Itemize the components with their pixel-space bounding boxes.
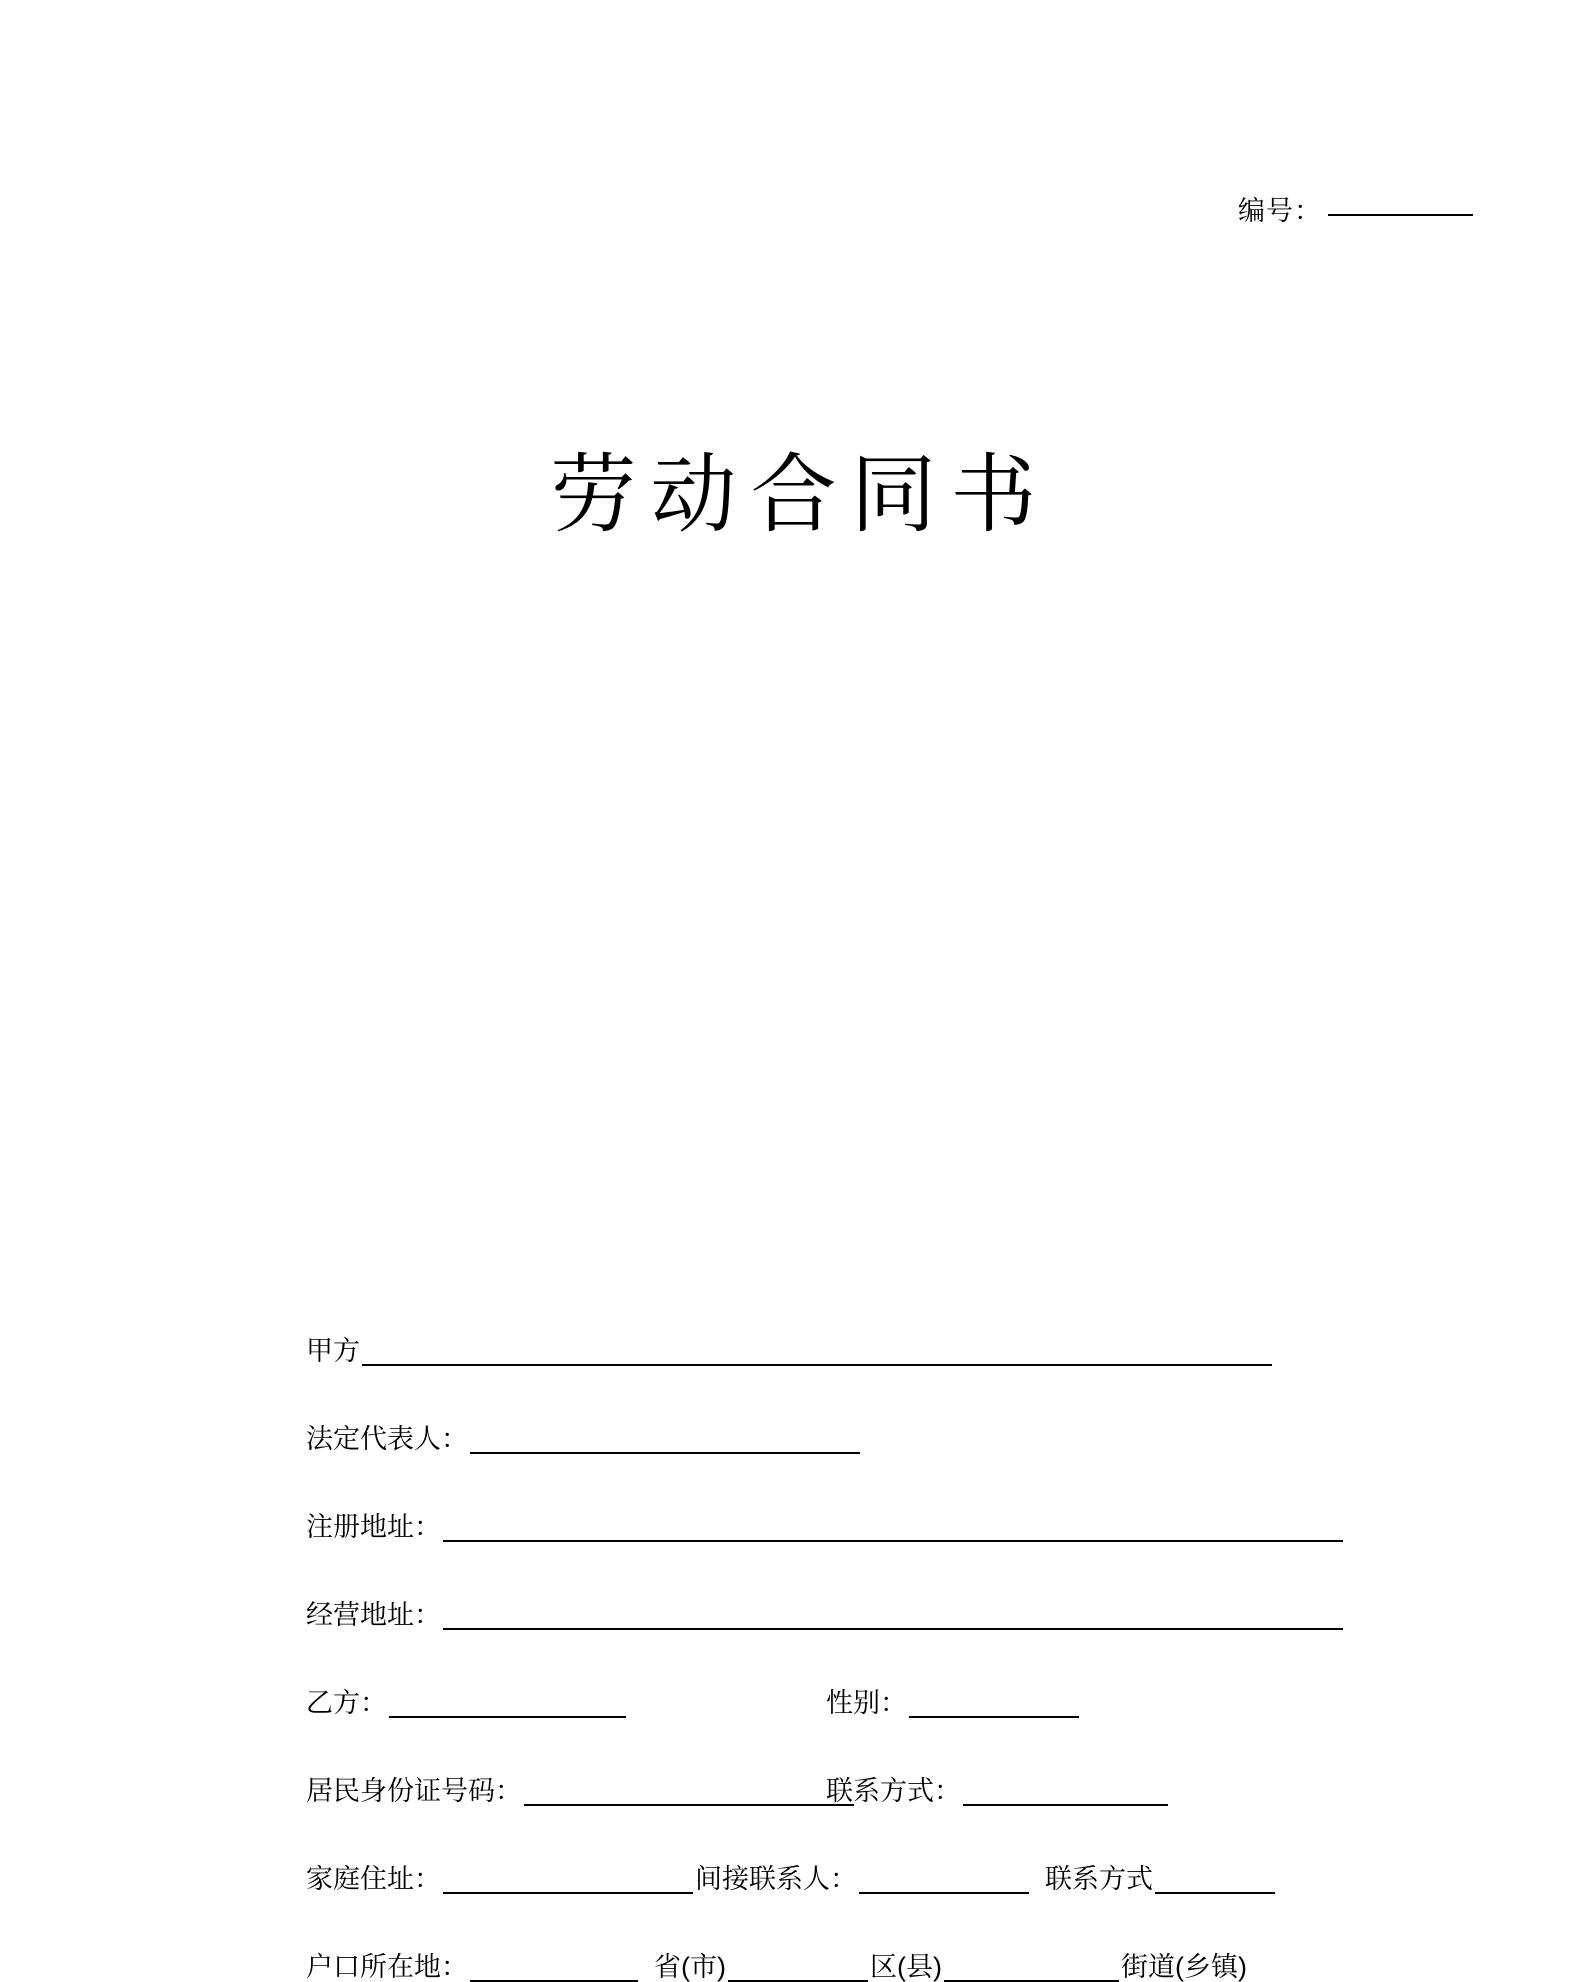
- party-a-input[interactable]: [362, 1338, 1272, 1366]
- document-number-blank[interactable]: [1328, 213, 1473, 216]
- household-street-input[interactable]: [944, 1954, 1119, 1982]
- document-number-label: 编号：: [1238, 196, 1322, 226]
- gender-label: 性别：: [826, 1688, 907, 1718]
- contract-fields: [306, 1278, 1366, 1982]
- id-number-input[interactable]: [524, 1778, 854, 1806]
- page-title: 劳动合同书: [550, 447, 1051, 543]
- party-b-label: 乙方：: [306, 1688, 387, 1718]
- field-row-household: [306, 1894, 1366, 1982]
- business-address-label: 经营地址：: [306, 1600, 441, 1630]
- indirect-contact-input[interactable]: [859, 1866, 1029, 1894]
- home-address-label: 家庭住址：: [306, 1864, 441, 1894]
- field-group-contact: [826, 1776, 1170, 1806]
- indirect-contact-label: 间接联系人：: [695, 1864, 857, 1894]
- document-number-field: [1238, 196, 1473, 226]
- household-label: 户口所在地：: [306, 1952, 468, 1982]
- gender-input[interactable]: [909, 1690, 1079, 1718]
- party-a-label: 甲方: [306, 1336, 360, 1366]
- field-row-business-address: [306, 1542, 1366, 1630]
- registered-address-input[interactable]: [443, 1514, 1343, 1542]
- field-row-home-address: [306, 1806, 1366, 1894]
- field-row-id-number: [306, 1718, 1366, 1806]
- contact-input[interactable]: [963, 1778, 1168, 1806]
- street-label: 街道(乡镇): [1120, 1952, 1247, 1982]
- field-row-legal-rep: [306, 1366, 1366, 1454]
- legal-rep-label: 法定代表人：: [306, 1424, 468, 1454]
- household-province-input[interactable]: [470, 1954, 638, 1982]
- id-number-label: 居民身份证号码：: [306, 1776, 522, 1806]
- business-address-input[interactable]: [443, 1602, 1343, 1630]
- legal-rep-input[interactable]: [470, 1426, 860, 1454]
- field-row-party-b: [306, 1630, 1366, 1718]
- indirect-contact-method-input[interactable]: [1155, 1866, 1275, 1894]
- province-label: 省(市): [654, 1952, 726, 1982]
- field-row-party-a: [306, 1278, 1366, 1366]
- contact-label: 联系方式：: [826, 1776, 961, 1806]
- party-b-input[interactable]: [389, 1690, 626, 1718]
- district-label: 区(县): [869, 1952, 942, 1982]
- registered-address-label: 注册地址：: [306, 1512, 441, 1542]
- household-district-input[interactable]: [728, 1954, 868, 1982]
- indirect-contact-method-label: 联系方式: [1045, 1864, 1153, 1894]
- home-address-input[interactable]: [443, 1866, 693, 1894]
- field-row-registered-address: [306, 1454, 1366, 1542]
- field-group-gender: [826, 1688, 1081, 1718]
